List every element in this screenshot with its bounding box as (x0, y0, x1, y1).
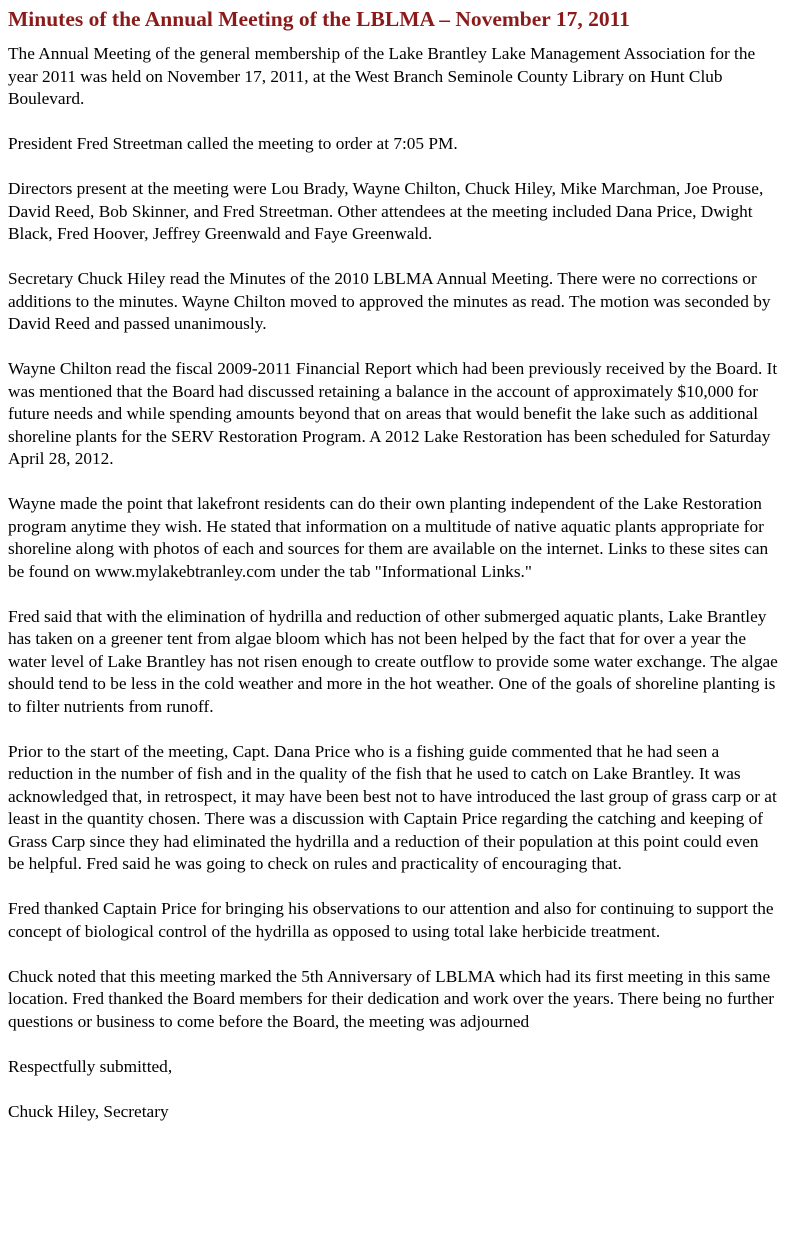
paragraph-algae: Fred said that with the elimination of hydrilla and reduction of other submerged aquatic plants, Lake Brantley has taken on a greener tent from algae bloom which has not been helped by the fact that for over a year the water level of Lake Brantley has not risen enough to create outflow to provide some water exchange. The algae should tend to be less in the cold weather and more in the hot weather. One of the goals of shoreline planting is to filter nutrients from runoff. (8, 606, 778, 716)
paragraph-call-to-order: President Fred Streetman called the meeting to order at 7:05 PM. (8, 134, 458, 153)
paragraph-closing: Respectfully submitted, (8, 1056, 173, 1076)
paragraph-attendees: Directors present at the meeting were Lou Brady, Wayne Chilton, Chuck Hiley, Mike Marchman, Joe Prouse, David Reed, Bob Skinner, and Fred Streetman. Other attendees at the meeting included Dana Price, Dwight Black, Fred Hoover, Jeffrey Greenwald and Faye Greenwald. (8, 179, 764, 243)
paragraph-thanks: Fred thanked Captain Price for bringing his observations to our attention and also for continuing to support the concept of biological control of the hydrilla as opposed to using total lake herbicide treatment. (8, 899, 774, 941)
paragraph-signature: Chuck Hiley, Secretary (8, 1101, 169, 1121)
paragraph-minutes-approval: Secretary Chuck Hiley read the Minutes of the 2010 LBLMA Annual Meeting. There were no corrections or additions to the minutes. Wayne Chilton moved to approved the minutes as read. The motion was seconded by David Reed and passed unanimously. (8, 269, 771, 333)
paragraph-meeting-info: The Annual Meeting of the general membership of the Lake Brantley Lake Management Association for the year 2011 was held on November 17, 2011, at the West Branch Seminole County Library on Hunt Club Boulevard. (8, 44, 756, 108)
document-title: Minutes of the Annual Meeting of the LBLMA – November 17, 2011 (8, 7, 630, 31)
paragraph-fishing-discussion: Prior to the start of the meeting, Capt. Dana Price who is a fishing guide commented that he had seen a reduction in the number of fish and in the quality of the fish that he used to catch on Lake Brantley. It was acknowledged that, in retrospect, it may have been best not to have introduced the last group of grass carp or at least in the quantity chosen. There was a discussion with Captain Price regarding the catching and keeping of Grass Carp since they had eliminated the hydrilla and a reduction of their population at this point could even be helpful. Fred said he was going to check on rules and practicality of encouraging that. (8, 741, 777, 873)
paragraph-planting: Wayne made the point that lakefront residents can do their own planting independent of the Lake Restoration program anytime they wish. He stated that information on a multitude of native aquatic plants appropriate for shoreline along with photos of each and sources for them are available on the internet. Links to these sites can be found on www.mylakebtranley.com under the tab "Informational Links." (8, 494, 769, 581)
paragraph-financial-report: Wayne Chilton read the fiscal 2009-2011 Financial Report which had been previously received by the Board. It was mentioned that the Board had discussed retaining a balance in the account of approximately $10,000 for future needs and while spending amounts beyond that on areas that would benefit the lake such as additional shoreline plants for the SERV Restoration Program. A 2012 Lake Restoration has been scheduled for Saturday April 28, 2012. (8, 359, 778, 468)
paragraph-adjournment: Chuck noted that this meeting marked the 5th Anniversary of LBLMA which had its first meeting in this same location. Fred thanked the Board members for their dedication and work over the years. There being no further questions or business to come before the Board, the meeting was adjourned (8, 966, 775, 1031)
